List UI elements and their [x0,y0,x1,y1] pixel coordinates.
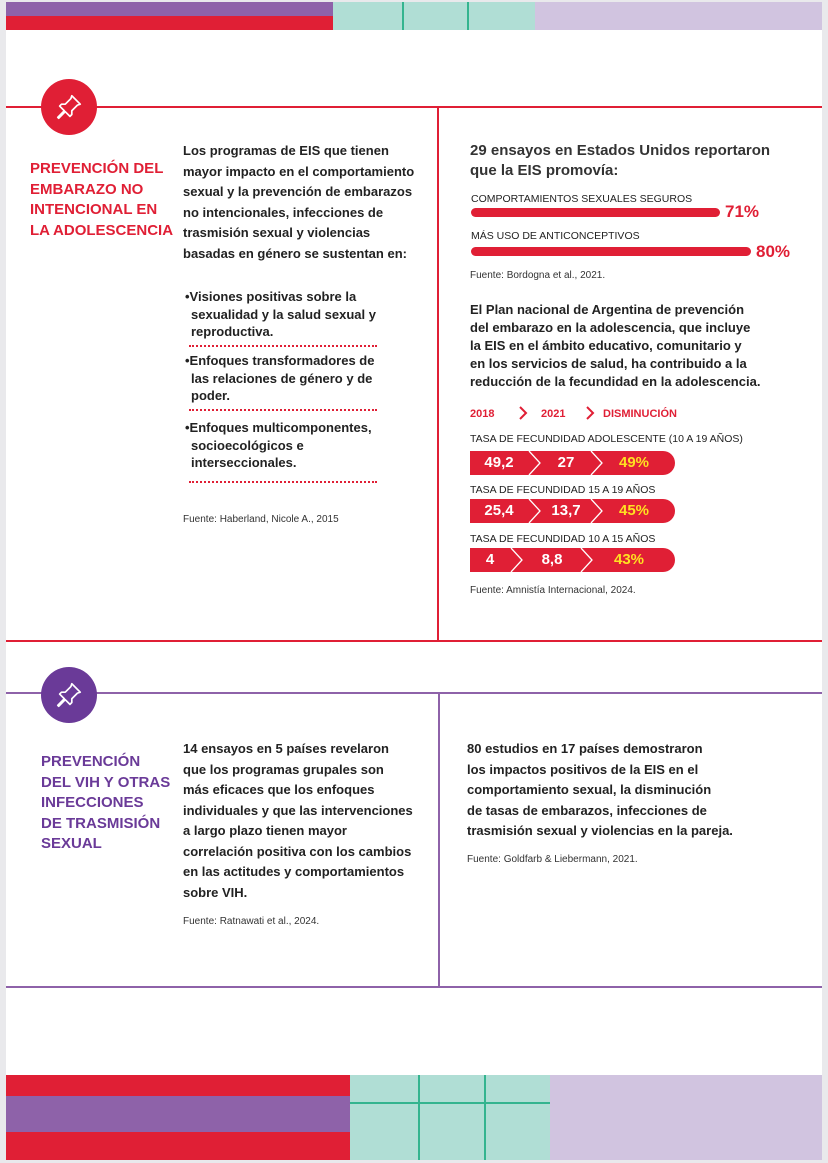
source-note: Fuente: Goldfarb & Liebermann, 2021. [467,854,638,865]
paragraph-line: trasmisión sexual y violencias en la pareja. [467,823,733,838]
heading-line: PREVENCIÓN [41,753,141,770]
year-2021-header: 2021 [541,408,566,420]
chevron-separator [528,451,542,475]
section2-right-paragraph [467,739,733,842]
percentage-bar [471,208,720,217]
paragraph-line: en las actitudes y comportamientos [183,864,405,879]
top-band-divider [467,2,469,30]
bottom-band-divider [484,1075,486,1160]
section2-heading [41,752,170,855]
top-band-red [6,16,333,30]
bullet-line: socioecológicos e [191,437,304,453]
heading-line: DEL VIH Y OTRAS [41,773,171,791]
chevron-right-icon [518,406,528,420]
top-band-purple [6,2,333,16]
intro-line: Los programas de EIS que tienen [183,143,389,158]
bottom-band-divider [350,1102,550,1104]
paragraph-line: comportamiento sexual, la disminución [467,782,712,797]
intro-line: basadas en género se sustentan en: [183,245,407,261]
rate-value-2018: 25,4 [484,502,514,519]
section2-vertical-rule [438,692,440,987]
section1-icon-badge [41,79,97,135]
rate-value-2018: 4 [485,551,495,568]
bottom-band-teal [350,1075,550,1160]
bullet-item [185,352,374,405]
chevron-separator [510,548,524,572]
plan-line: reducción de la fecundidad en la adolescencia. [470,374,761,389]
page [6,2,822,1160]
stat-title [470,141,770,181]
top-band-teal [333,2,535,30]
paragraph-line: que los programas grupales son [183,761,384,777]
rate-pill [470,499,675,523]
rate-pill [470,548,675,572]
bullet-item [185,288,376,341]
bullet-line: poder. [191,388,231,403]
paragraph-line: sobre VIH. [183,884,248,900]
bar-percentage: 80% [756,242,791,261]
bottom-band-purple [6,1096,350,1132]
rate-label: TASA DE FECUNDIDAD 10 A 15 AÑOS [470,533,656,545]
source-note: Fuente: Ratnawati et al., 2024. [183,916,320,927]
paragraph-line: los impactos positivos de la EIS en el [467,761,699,777]
paragraph-line: más eficaces que los enfoques [183,782,375,797]
bottom-band-red [6,1132,350,1160]
heading-line: INTENCIONAL EN [30,201,158,218]
intro-line: sexual y la prevención de embarazos [183,184,413,199]
heading-line: LA ADOLESCENCIA [30,221,174,239]
bullet-divider [189,409,377,411]
rate-value-2018: 49,2 [484,454,514,471]
rate-decrease: 43% [613,551,645,568]
heading-line: INFECCIONES [41,794,144,811]
pushpin-icon [54,680,84,710]
chevron-separator [590,499,604,523]
bullet-line: •Enfoques transformadores de [185,353,375,368]
bullet-divider [189,345,377,347]
bullet-line: reproductiva. [191,324,274,339]
paragraph-line: individuales y que las intervenciones [183,802,413,818]
chevron-separator [580,548,594,572]
top-band-divider [402,2,404,30]
stat-title-line: 29 ensayos en Estados Unidos reportaron [470,142,771,159]
bullet-line: sexualidad y la salud sexual y [191,306,376,322]
section1-heading [30,159,173,241]
section2-bottom-rule [6,986,822,988]
heading-line: EMBARAZO NO [30,180,144,198]
section1-intro [183,141,414,264]
bar-label: MÁS USO DE ANTICONCEPTIVOS [471,230,640,242]
year-2018-header: 2018 [470,408,495,420]
section1-bottom-rule [6,640,822,642]
rate-label: TASA DE FECUNDIDAD ADOLESCENTE (10 A 19 AÑOS) [470,433,743,445]
rate-value-2021: 8,8 [541,551,563,568]
paragraph-line: de tasas de embarazos, infecciones de [467,802,707,818]
heading-line: PREVENCIÓN DEL [30,160,164,177]
percentage-bar [471,247,751,256]
source-note: Fuente: Amnistía Internacional, 2024. [470,585,636,596]
rate-value-2021: 13,7 [551,502,581,519]
paragraph-line: 14 ensayos en 5 países revelaron [183,741,389,756]
section2-top-rule [6,692,822,694]
bar-label: COMPORTAMIENTOS SEXUALES SEGUROS [471,193,693,205]
bullet-line: interseccionales. [191,455,297,470]
intro-line: trasmisión sexual y violencias [183,225,371,240]
source-note: Fuente: Haberland, Nicole A., 2015 [183,514,339,525]
paragraph-line: 80 estudios en 17 países demostraron [467,741,703,756]
bottom-band-divider [418,1075,420,1160]
bar-percentage: 71% [725,202,760,221]
bullet-line: •Visiones positivas sobre la [185,289,357,304]
bottom-band-red [6,1075,350,1096]
chevron-separator [528,499,542,523]
section1-vertical-rule [437,106,439,641]
bullet-line: las relaciones de género y de [191,370,373,386]
rate-pill [470,451,675,475]
section2-icon-badge [41,667,97,723]
intro-line: no intencionales, infecciones de [183,204,384,220]
plan-line: en los servicios de salud, ha contribuido a la [470,356,747,371]
stat-title-line: que la EIS promovía: [470,162,619,179]
plan-line: la EIS en el ámbito educativo, comunitario y [470,338,742,353]
source-note: Fuente: Bordogna et al., 2021. [470,270,606,281]
bottom-band-lavender [550,1075,822,1160]
intro-line: mayor impacto en el comportamiento [183,163,415,179]
plan-paragraph [470,301,760,391]
paragraph-line: a largo plazo tienen mayor [183,823,347,838]
paragraph-line: correlación positiva con los cambios [183,843,412,859]
section1-top-rule [6,106,822,108]
plan-line: del embarazo en la adolescencia, que incluye [470,320,751,335]
bullet-item [185,419,372,472]
chevron-separator [590,451,604,475]
heading-line: SEXUAL [41,835,102,852]
heading-line: DE TRASMISIÓN [41,814,161,832]
decrease-header: DISMINUCIÓN [603,408,677,420]
top-band-lavender [535,2,822,30]
rate-decrease: 49% [618,454,650,471]
rate-decrease: 45% [618,502,650,519]
rate-value-2021: 27 [557,454,575,471]
rate-label: TASA DE FECUNDIDAD 15 A 19 AÑOS [470,484,656,496]
plan-line: El Plan nacional de Argentina de prevención [470,302,745,317]
section2-mid-paragraph [183,739,413,903]
bullet-divider [189,481,377,483]
chevron-right-icon [585,406,595,420]
bullet-line: •Enfoques multicomponentes, [185,420,372,435]
pushpin-icon [54,92,84,122]
